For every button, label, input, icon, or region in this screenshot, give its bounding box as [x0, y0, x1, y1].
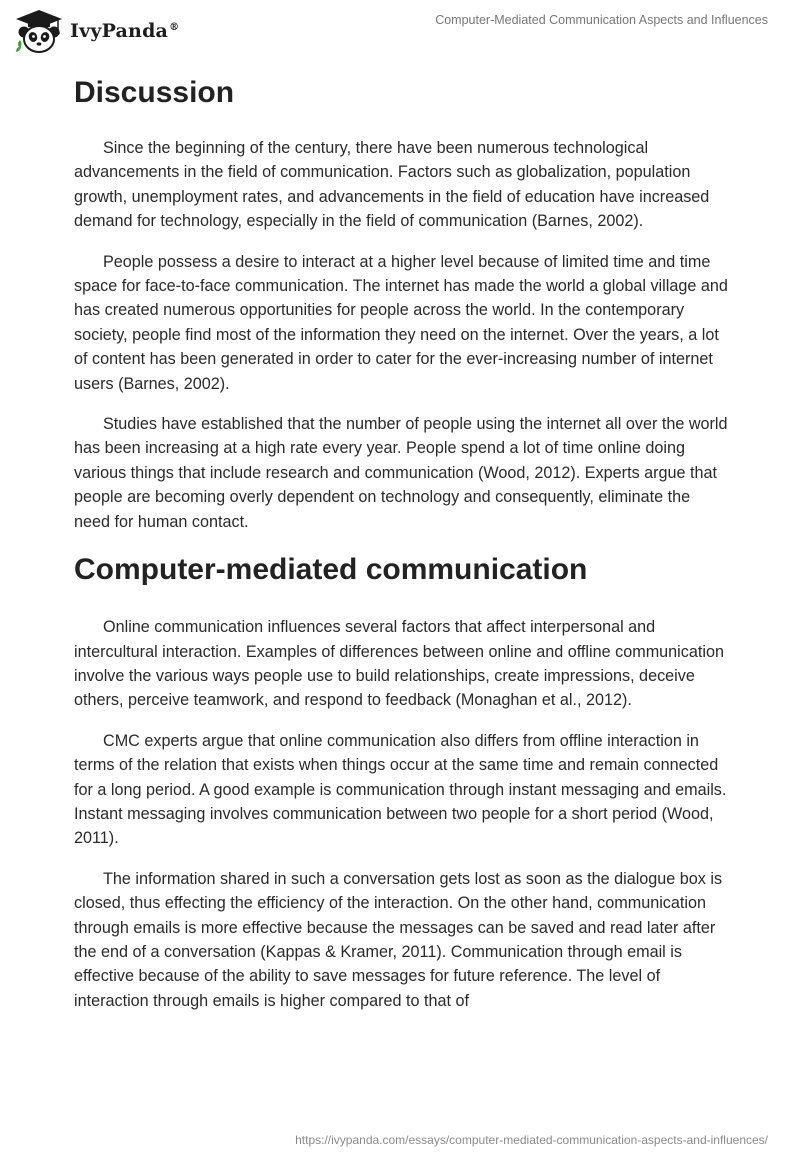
article-body [74, 70, 730, 1029]
paragraph: Online communication influences several factors that affect interpersonal and intercultural interaction. Examples of differences between online and offline communication involve the various ways people use to build relationships, create impressions, deceive others, perceive teamwork, and respond to feedback (Monaghan et al., 2012). [74, 618, 724, 710]
paragraph: The information shared in such a conversation gets lost as soon as the dialogue box is closed, thus effecting the efficiency of the interaction. On the other hand, communication through emails is more effective because the messages can be saved and read later after the end of a conversation (Kappas & Kramer, 2011). Communication through email is effective because of the ability to save messages for future reference. The level of interaction through emails is higher compared to that of [74, 869, 723, 1010]
page-header [0, 0, 800, 60]
footer-url-link[interactable]: https://ivypanda.com/essays/computer-mediated-communication-aspects-and-influences/ [295, 1133, 768, 1147]
paragraph: Since the beginning of the century, there have been numerous technological advancements in the field of communication. Factors such as globalization, population growth, unemployment rates, and advancements in the field of education have increased demand for technology, especially in the field of communication (Barnes, 2002). [74, 139, 710, 231]
paragraph: Studies have established that the number of people using the internet all over the world has been increasing at a high rate every year. People spend a lot of time online doing various things that include research and communication (Wood, 2012). Experts argue that people are becoming overly dependent on technology and consequently, eliminate the need for human contact. [74, 415, 728, 531]
logo-text: IvyPanda® [70, 20, 180, 42]
panda-graduate-icon [14, 8, 64, 54]
logo[interactable] [14, 8, 179, 54]
section-heading-discussion: Discussion [74, 76, 235, 109]
section-heading-cmc: Computer-mediated communication [74, 553, 588, 587]
document-title: Computer-Mediated Communication Aspects and Influences [435, 13, 768, 27]
paragraph: CMC experts argue that online communication also differs from offline interaction in terms of the relation that exists when things occur at the same time and remain connected for a long period. A good example is communication through instant messaging and emails. Instant messaging involves communication between two people for a short period (Wood, 2011). [74, 731, 727, 848]
paragraph: People possess a desire to interact at a higher level because of limited time and time space for face-to-face communication. The internet has made the world a global village and has created numerous opportunities for people across the world. In the contemporary society, people find most of the information they need on the internet. Over the years, a lot of content has been generated in order to cater for the ever-increasing number of internet users (Barnes, 2002). [74, 252, 728, 393]
